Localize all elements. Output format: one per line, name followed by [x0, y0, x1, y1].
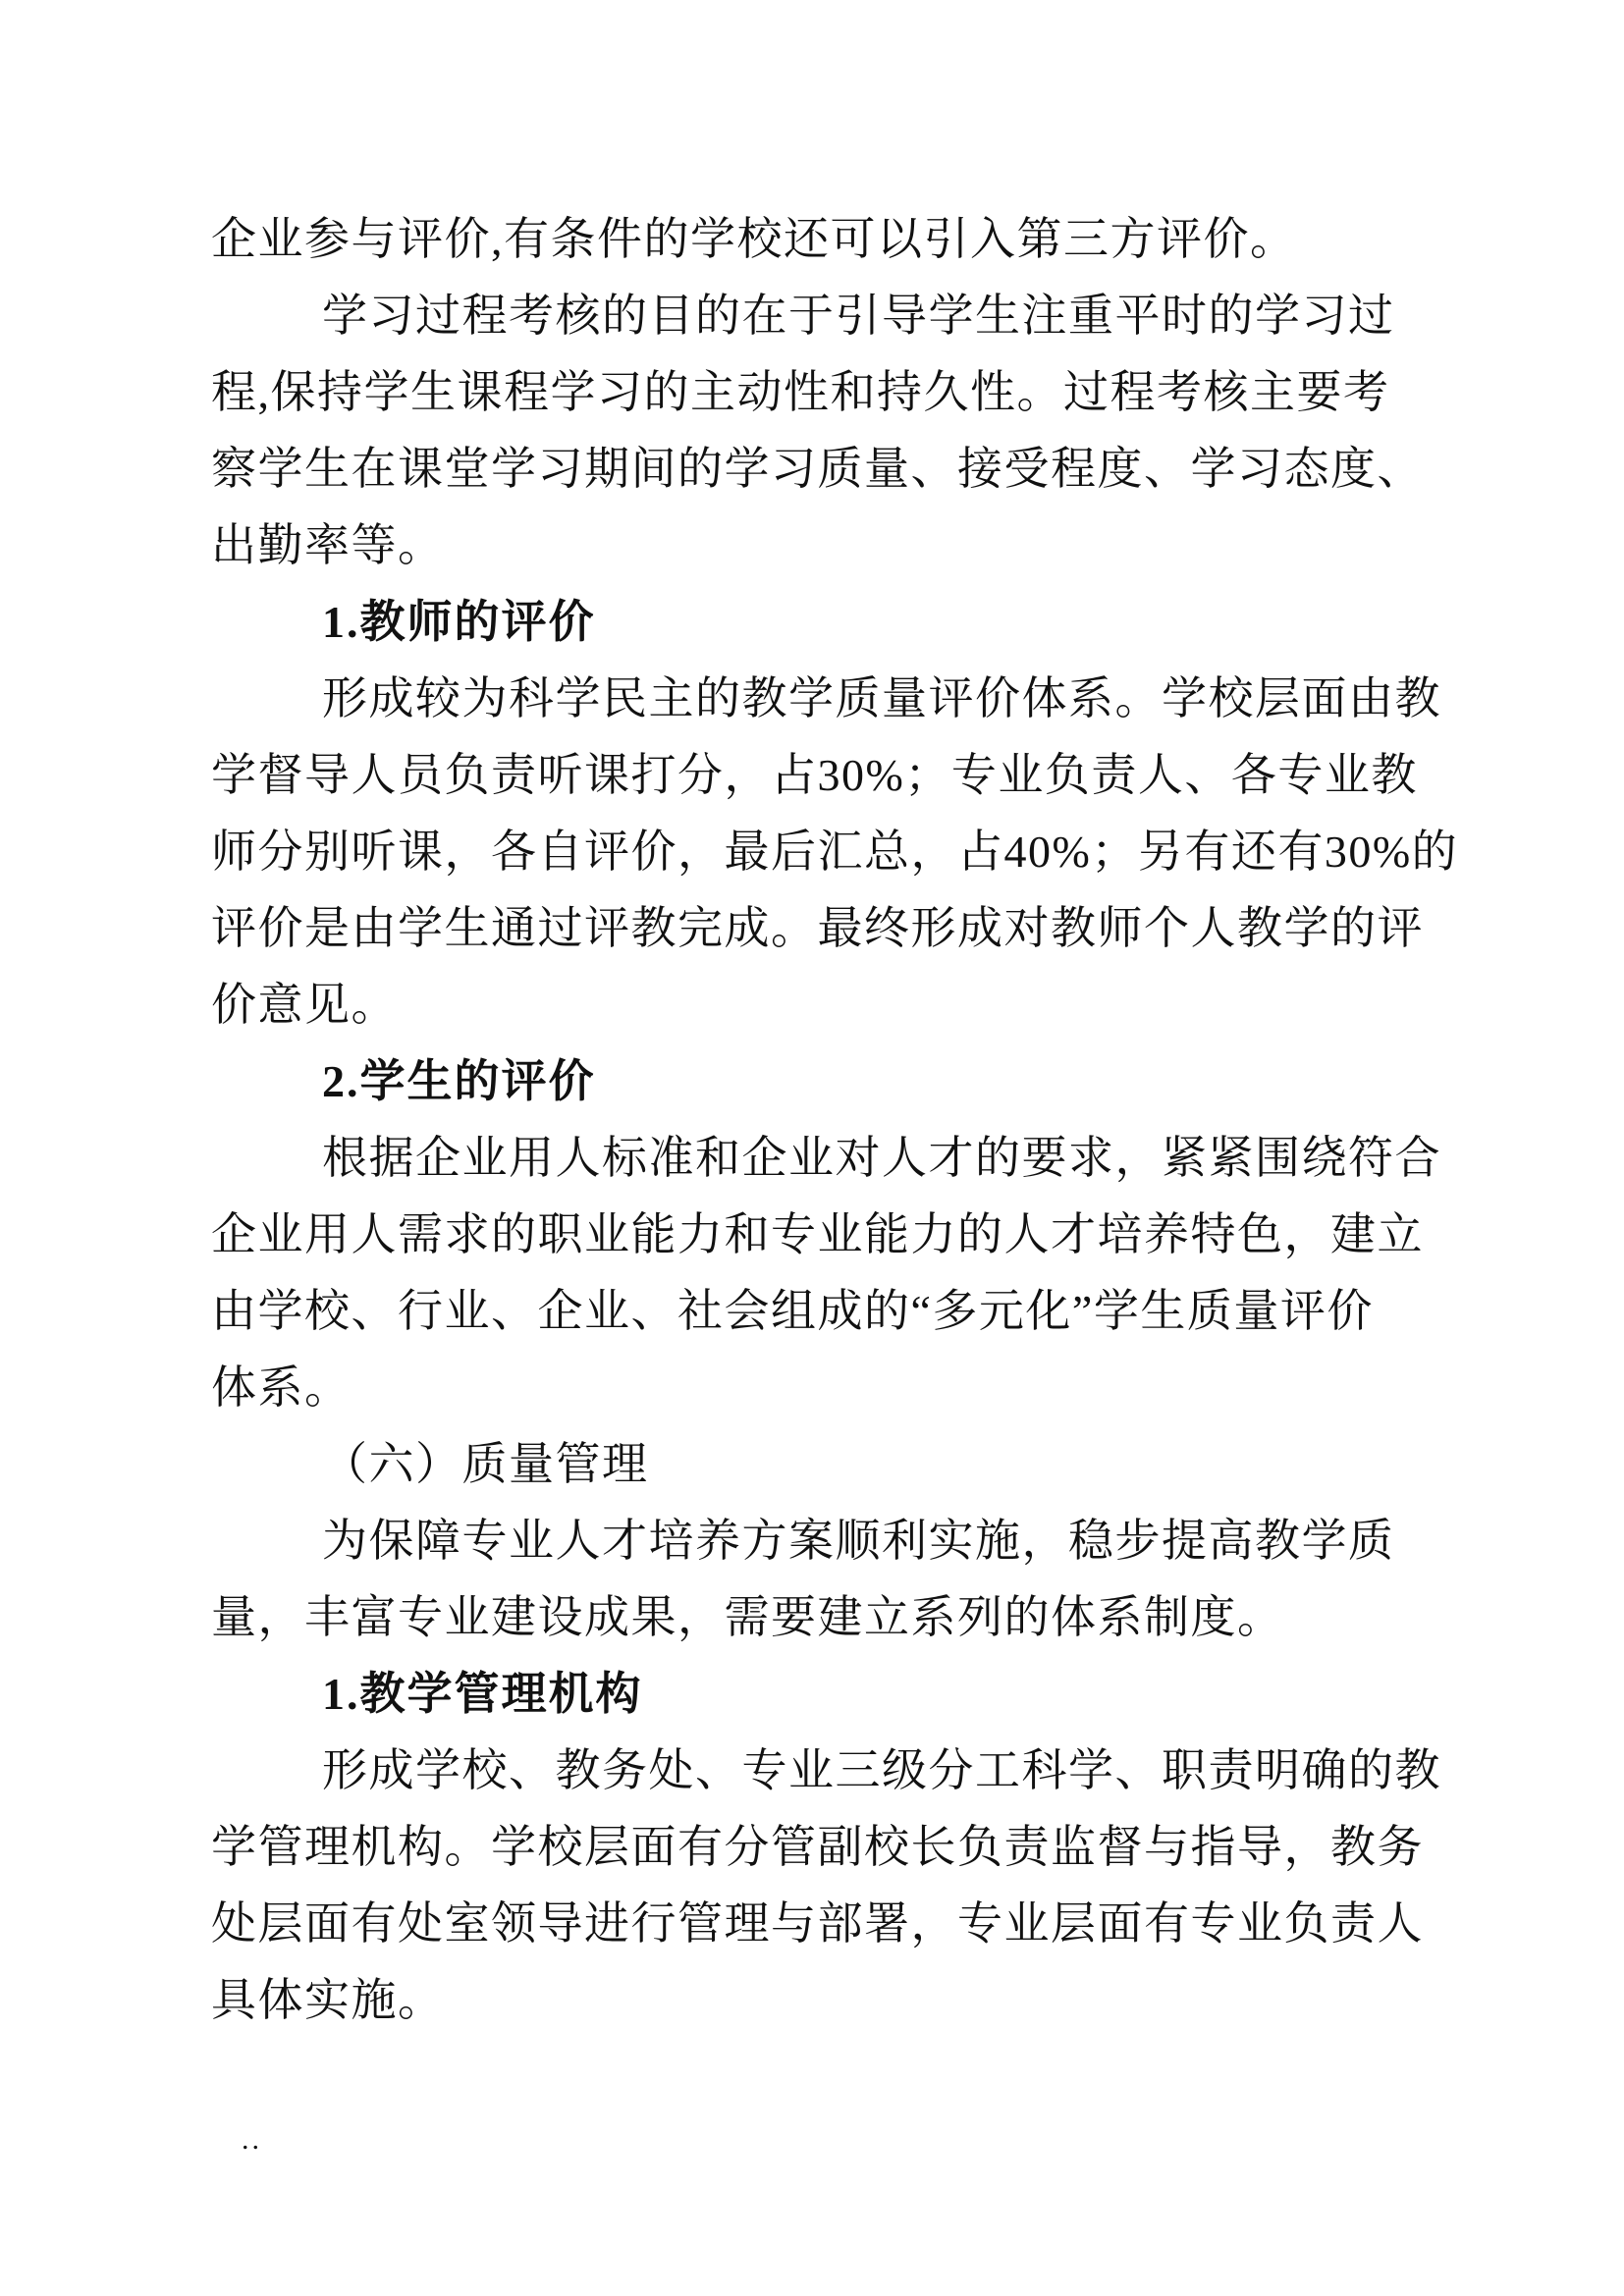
text-line: 出勤率等。: [211, 520, 445, 570]
text-line: 师分别听课，各自评价，最后汇总，占40%；另有还有30%的: [211, 827, 1459, 877]
paragraph-start-line: 学习过程考核的目的在于引导学生注重平时的学习过: [322, 291, 1395, 341]
text-line: 企业用人需求的职业能力和专业能力的人才培养特色，建立: [211, 1209, 1424, 1259]
footnote-mark: ..: [242, 2123, 262, 2156]
text-line: 具体实施。: [211, 1975, 445, 2025]
section-heading-teaching-management-org: 1.教学管理机构: [322, 1669, 643, 1719]
paragraph-start-line: 为保障专业人才培养方案顺利实施，稳步提高教学质: [322, 1516, 1395, 1566]
text-line: 学管理机构。学校层面有分管副校长负责监督与指导，教务: [211, 1822, 1424, 1872]
text-line: 量，丰富专业建设成果，需要建立系列的体系制度。: [211, 1592, 1284, 1642]
section-heading-quality-management: （六）质量管理: [322, 1439, 649, 1489]
text-line: 处层面有处室领导进行管理与部署，专业层面有专业负责人: [211, 1898, 1424, 1949]
section-heading-student-evaluation: 2.学生的评价: [322, 1056, 596, 1106]
paragraph-start-line: 根据企业用人标准和企业对人才的要求，紧紧围绕符合: [322, 1133, 1441, 1183]
text-line: 察学生在课堂学习期间的学习质量、接受程度、学习态度、: [211, 444, 1424, 494]
text-line: 体系。: [211, 1362, 352, 1413]
text-block: [211, 201, 1459, 2039]
text-line: 价意见。: [211, 980, 398, 1030]
text-line: 由学校、行业、企业、社会组成的“多元化”学生质量评价: [211, 1286, 1374, 1336]
text-line: 程,保持学生课程学习的主动性和持久性。过程考核主要考: [211, 367, 1390, 417]
text-line: 企业参与评价,有条件的学校还可以引入第三方评价。: [211, 214, 1297, 264]
section-heading-teacher-evaluation: 1.教师的评价: [322, 597, 596, 647]
text-line: 评价是由学生通过评教完成。最终形成对教师个人教学的评: [211, 903, 1424, 953]
paragraph-start-line: 形成较为科学民主的教学质量评价体系。学校层面由教: [322, 673, 1441, 723]
paragraph-start-line: 形成学校、教务处、专业三级分工科学、职责明确的教: [322, 1745, 1441, 1795]
text-line: 学督导人员负责听课打分，占30%；专业负责人、各专业教: [211, 750, 1418, 800]
